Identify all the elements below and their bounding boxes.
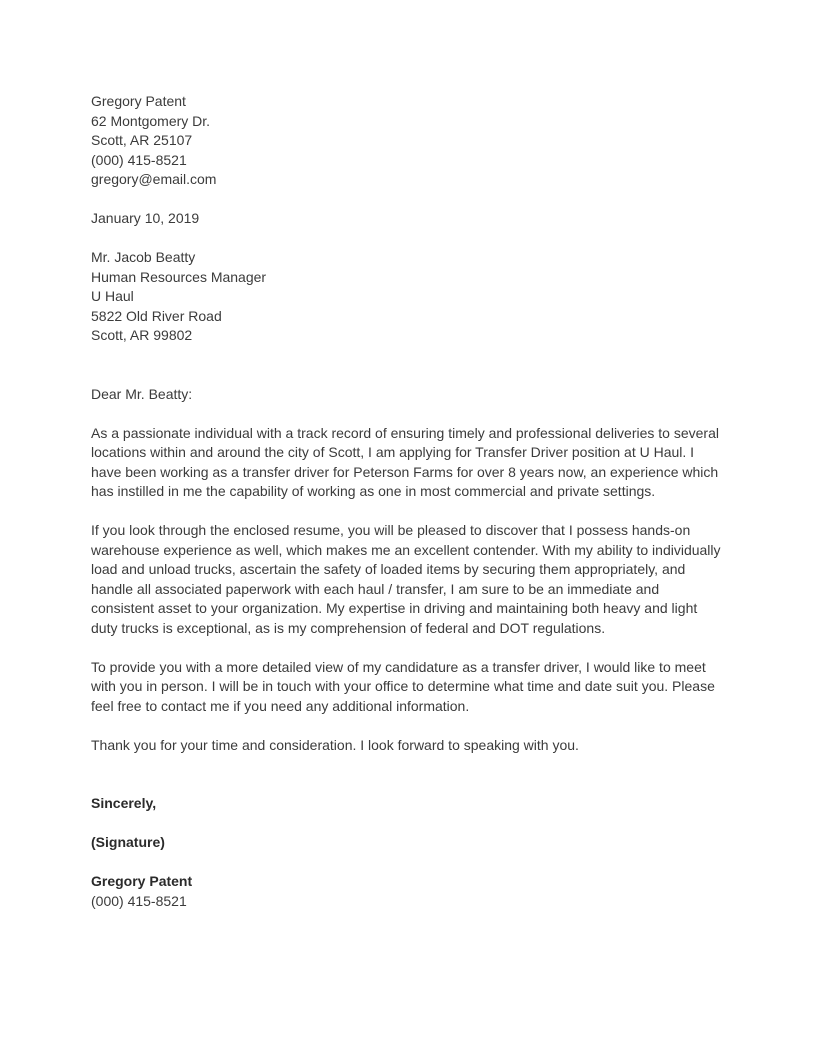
body-paragraph-1: As a passionate individual with a track record of ensuring timely and professional deliveries to several locations within and around the city of Scott, I am applying for Transfer Driver position at U Haul. I have been working as a transfer driver for Peterson Farms for over 8 years now, an experience which has instilled in me the capability of working as one in most commercial and private settings. <box>91 424 719 499</box>
letter-date: January 10, 2019 <box>91 210 200 226</box>
recipient-title: Human Resources Manager <box>91 268 267 285</box>
sender-name: Gregory Patent <box>91 93 186 109</box>
date-block <box>91 209 724 229</box>
sender-email: gregory@email.com <box>91 171 217 187</box>
closing-block <box>91 794 724 814</box>
sender-phone: (000) 415-8521 <box>91 151 187 168</box>
closing-text: Sincerely, <box>91 795 157 811</box>
signature-name: Gregory Patent <box>91 873 193 889</box>
sender-address-street: 62 Montgomery Dr. <box>91 112 211 129</box>
body-paragraph-3: To provide you with a more detailed view of my candidature as a transfer driver, I would like to meet with you in person. I will be in touch with your office to determine what time and date suit you. Please feel free to contact me if you need any additional information. <box>91 658 715 714</box>
salutation <box>91 385 724 405</box>
signature-phone: (000) 415-8521 <box>91 892 187 909</box>
body-paragraph-4: Thank you for your time and consideration. I look forward to speaking with you. <box>91 736 579 753</box>
body-paragraph-2: If you look through the enclosed resume, you will be pleased to discover that I possess hands-on warehouse experience as well, which makes me an excellent contender. With my ability to individually load and unload trucks, ascertain the safety of loaded items by securing them appropriately, and handle all associated paperwork with each haul / transfer, I am sure to be an immediate and consistent asset to your organization. My expertise in driving and maintaining both heavy and light duty trucks is exceptional, as is my comprehension of federal and DOT regulations. <box>91 522 721 636</box>
sender-block <box>91 92 724 190</box>
recipient-address-street: 5822 Old River Road <box>91 307 222 324</box>
recipient-company: U Haul <box>91 288 134 304</box>
signature-placeholder: (Signature) <box>91 834 165 850</box>
recipient-block <box>91 248 724 346</box>
recipient-name: Mr. Jacob Beatty <box>91 249 196 265</box>
recipient-address-city: Scott, AR 99802 <box>91 327 193 343</box>
salutation-text: Dear Mr. Beatty: <box>91 385 193 402</box>
sender-address-city: Scott, AR 25107 <box>91 132 193 148</box>
signature-block <box>91 872 724 911</box>
signature-placeholder-block <box>91 833 724 853</box>
